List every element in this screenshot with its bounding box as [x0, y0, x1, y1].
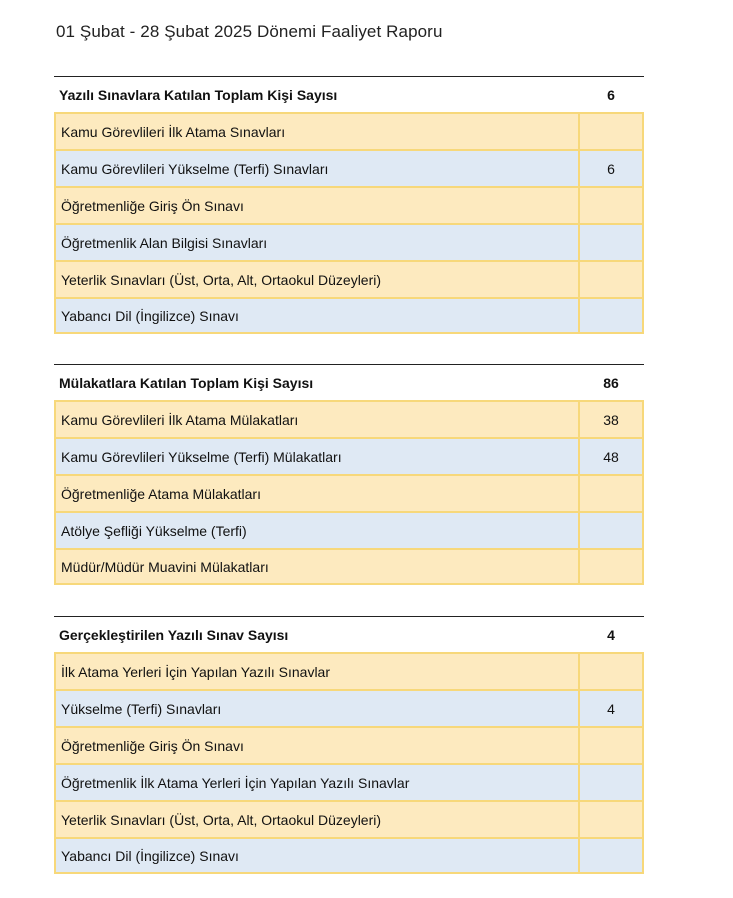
section-written-exams-held	[54, 616, 644, 874]
row-value: 48	[578, 437, 644, 474]
row-label: Yeterlik Sınavları (Üst, Orta, Alt, Ortaokul Düzeyleri)	[54, 800, 578, 837]
section-header-label: Yazılı Sınavlara Katılan Toplam Kişi Sayısı	[59, 86, 338, 103]
row-value	[578, 726, 644, 763]
row-value	[578, 511, 644, 548]
row-value	[578, 297, 644, 334]
row-label: İlk Atama Yerleri İçin Yapılan Yazılı Sınavlar	[54, 652, 578, 689]
section-header	[54, 616, 644, 652]
table-row	[54, 149, 644, 186]
row-value: 4	[578, 689, 644, 726]
table-row	[54, 652, 644, 689]
row-value	[578, 652, 644, 689]
row-value	[578, 186, 644, 223]
row-label: Atölye Şefliği Yükselme (Terfi)	[54, 511, 578, 548]
table-row	[54, 511, 644, 548]
table-row	[54, 726, 644, 763]
row-value	[578, 260, 644, 297]
section-header-label: Mülakatlara Katılan Toplam Kişi Sayısı	[59, 374, 314, 391]
row-label: Yabancı Dil (İngilizce) Sınavı	[54, 297, 578, 334]
table-row	[54, 837, 644, 874]
table-row	[54, 437, 644, 474]
row-label: Müdür/Müdür Muavini Mülakatları	[54, 548, 578, 585]
row-label: Öğretmenliğe Atama Mülakatları	[54, 474, 578, 511]
table-row	[54, 112, 644, 149]
row-label: Öğretmenlik Alan Bilgisi Sınavları	[54, 223, 578, 260]
row-label: Öğretmenliğe Giriş Ön Sınavı	[54, 186, 578, 223]
table-row	[54, 186, 644, 223]
section-interview-participants	[54, 364, 644, 585]
row-value: 38	[578, 400, 644, 437]
row-value: 6	[578, 149, 644, 186]
row-value	[578, 800, 644, 837]
row-label: Yabancı Dil (İngilizce) Sınavı	[54, 837, 578, 874]
table-row	[54, 800, 644, 837]
section-header-value: 6	[607, 86, 615, 103]
section-header-value: 86	[603, 374, 619, 391]
row-label: Öğretmenlik İlk Atama Yerleri İçin Yapılan Yazılı Sınavlar	[54, 763, 578, 800]
section-header	[54, 364, 644, 400]
table-row	[54, 763, 644, 800]
table-row	[54, 400, 644, 437]
table-row	[54, 297, 644, 334]
row-label: Öğretmenliğe Giriş Ön Sınavı	[54, 726, 578, 763]
row-label: Kamu Görevlileri Yükselme (Terfi) Mülakatları	[54, 437, 578, 474]
table-row	[54, 689, 644, 726]
table-row	[54, 223, 644, 260]
row-label: Kamu Görevlileri İlk Atama Mülakatları	[54, 400, 578, 437]
row-value	[578, 112, 644, 149]
row-value	[578, 837, 644, 874]
row-label: Yükselme (Terfi) Sınavları	[54, 689, 578, 726]
table-row	[54, 260, 644, 297]
report-title: 01 Şubat - 28 Şubat 2025 Dönemi Faaliyet Raporu	[56, 22, 443, 41]
section-written-exam-participants	[54, 76, 644, 334]
row-value	[578, 223, 644, 260]
section-header-label: Gerçekleştirilen Yazılı Sınav Sayısı	[59, 626, 289, 643]
row-value	[578, 548, 644, 585]
table-row	[54, 474, 644, 511]
row-label: Kamu Görevlileri Yükselme (Terfi) Sınavları	[54, 149, 578, 186]
row-value	[578, 474, 644, 511]
table-row	[54, 548, 644, 585]
section-header	[54, 76, 644, 112]
row-label: Yeterlik Sınavları (Üst, Orta, Alt, Ortaokul Düzeyleri)	[54, 260, 578, 297]
row-label: Kamu Görevlileri İlk Atama Sınavları	[54, 112, 578, 149]
row-value	[578, 763, 644, 800]
section-header-value: 4	[607, 626, 615, 643]
